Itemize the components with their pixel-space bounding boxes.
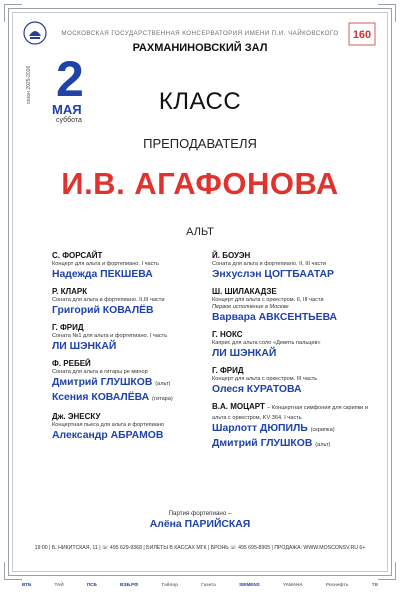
frame-corner — [378, 562, 396, 580]
program-item — [212, 330, 372, 360]
anniversary-number: 160 — [352, 29, 372, 41]
sponsor-logo: SIEMENS — [239, 582, 260, 587]
performer: ЛИ ШЭНКАЙ — [52, 341, 117, 352]
frame-corner — [4, 562, 22, 580]
date-day: 2 — [56, 51, 84, 107]
title-teacher: ПРЕПОДАВАТЕЛЯ — [143, 136, 257, 151]
performer: Варвара АВКСЕНТЬЕВА — [212, 312, 338, 323]
performer: Дмитрий ГЛУШКОВ (альт) — [212, 438, 331, 449]
program-item — [52, 251, 212, 281]
composer: С. ФОРСАЙТ — [52, 251, 103, 260]
composer: Дж. ЭНЕСКУ — [52, 412, 101, 421]
composer: Г. НОКС — [212, 330, 243, 339]
composer: Г. ФРИД — [212, 366, 244, 375]
performer: ЛИ ШЭНКАЙ — [212, 348, 277, 359]
composer: Й. БОУЭН — [212, 251, 251, 260]
performer: Александр АБРАМОВ — [52, 430, 164, 441]
program-item — [212, 402, 372, 452]
composer: В.А. МОЦАРТ – Концертная симфония для скрипки и альта с оркестром, KV 364. I часть — [212, 402, 368, 421]
work-title: Концерт для альта с оркестром. II, III части — [212, 297, 324, 303]
sponsor-logo: ВЭБ.РФ — [119, 582, 139, 587]
title-klass: КЛАСС — [158, 88, 242, 115]
program-item — [212, 366, 372, 396]
pianist-label: Партия фортепиано – — [168, 510, 232, 517]
program-item — [212, 251, 372, 281]
frame-corner — [378, 4, 396, 22]
work-title: Каприс для альта соло «Девять пальцев» — [212, 340, 321, 346]
work-title: Соната для альта и фортепиано. II,III части — [52, 297, 165, 303]
composer: Ф. РЕБЕЙ — [52, 359, 91, 368]
sponsor-logo: ТАЙ — [54, 582, 64, 587]
instrument: АЛЬТ — [186, 226, 214, 238]
performer: Шарлотт ДЮПИЛЬ (скрипка) — [212, 423, 335, 434]
hall-name: РАХМАНИНОВСКИЙ ЗАЛ — [132, 42, 268, 54]
info-bar: 19:00 | Б. НИКИТСКАЯ, 11 | ☏ 495 629-9368 | БИЛЕТЫ В КАССАХ МГК | БРОНЬ ☏ 495 695-8905 | ПРОДАЖА: WWW.MOSCONSV.RU 6+ — [34, 545, 366, 551]
work-title: Соната №1 для альта и фортепиано. I часть — [52, 333, 168, 339]
sponsor-logo: Роснефть — [325, 582, 349, 587]
performer: Ксения КОВАЛЁВА (гитара) — [52, 392, 173, 403]
program-right-column — [212, 251, 372, 458]
work-title: Концертная пьеса для альта и фортепиано — [52, 422, 165, 428]
frame-corner — [4, 4, 22, 22]
date-weekday: суббота — [56, 117, 82, 124]
performer: Надежда ПЕКШЕВА — [52, 269, 153, 280]
performer: Григорий КОВАЛЁВ — [52, 305, 154, 316]
program-item — [52, 412, 212, 442]
performer: Энхуслэн ЦОГТБААТАР — [212, 269, 334, 280]
sponsor-logo: ТВ — [371, 582, 378, 587]
conservatory-crest-icon — [22, 20, 48, 46]
conservatory-name: МОСКОВСКАЯ ГОСУДАРСТВЕННАЯ КОНСЕРВАТОРИЯ ИМЕНИ П.И. ЧАЙКОВСКОГО — [61, 30, 339, 37]
program-item — [212, 287, 372, 324]
anniversary-logo-icon — [348, 22, 376, 46]
sponsor-logo: Тэйлор — [161, 582, 178, 587]
program-left-column — [52, 251, 212, 448]
sponsor-logo: ПСБ — [86, 582, 97, 587]
sponsor-logo: YAMAHA — [282, 582, 303, 587]
premiere-note: Первое исполнение в Москве — [212, 304, 289, 310]
teacher-name: И.В. АГАФОНОВА — [61, 166, 339, 201]
work-title: Соната для альта и гитары ре минор — [52, 369, 148, 375]
composer: Ш. ШИЛАКАДЗЕ — [212, 287, 277, 296]
performer: Дмитрий ГЛУШКОВ (альт) — [52, 377, 171, 388]
sponsor-strip — [22, 582, 378, 587]
composer: Г. ФРИД — [52, 323, 84, 332]
composer: Р. КЛАРК — [52, 287, 88, 296]
sponsor-logo: Газета — [201, 582, 216, 587]
pianist-name: Алёна ПАРИЙСКАЯ — [149, 519, 251, 530]
date-month: МАЯ — [52, 102, 82, 117]
season-label: сезон 2025-2026 — [26, 65, 32, 104]
work-title: Концерт для альта с оркестром. III часть — [212, 376, 318, 382]
program-item — [52, 323, 212, 353]
performer: Олеся КУРАТОВА — [212, 384, 302, 395]
program-item — [52, 287, 212, 317]
work-title: Концерт для альта и фортепиано. I часть — [52, 261, 159, 267]
work-title: Соната для альта и фортепиано. II, III части — [212, 261, 327, 267]
program-item — [52, 359, 212, 406]
sponsor-logo: ВТБ — [22, 582, 32, 587]
